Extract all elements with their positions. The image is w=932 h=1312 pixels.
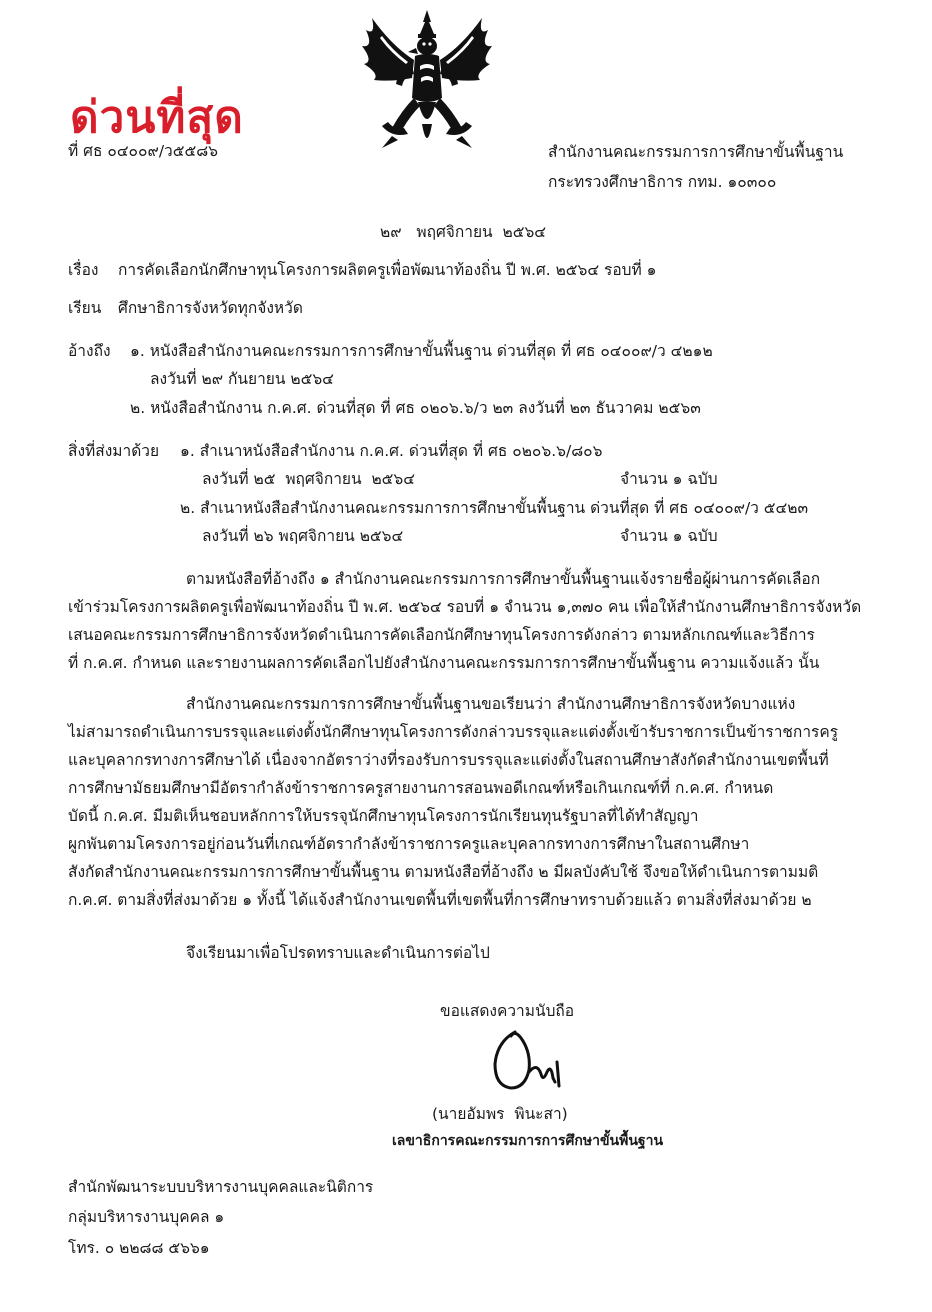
agency-name: สำนักงานคณะกรรมการการศึกษาขั้นพื้นฐาน	[548, 143, 844, 161]
recipient-label: เรียน	[68, 299, 102, 317]
footer-group: กลุ่มบริหารงานบุคคล ๑	[68, 1208, 225, 1226]
subject-text: การคัดเลือกนักศึกษาทุนโครงการผลิตครูเพื่อพัฒนาท้องถิ่น ปี พ.ศ. ๒๕๖๔ รอบที่ ๑	[118, 261, 657, 279]
attachment-item-1-qty: จำนวน ๑ ฉบับ	[620, 470, 718, 488]
attachment-item-2: ๒. สำเนาหนังสือสำนักงานคณะกรรมการการศึกษาขั้นพื้นฐาน ด่วนที่สุด ที่ ศธ ๐๔๐๐๙/ว ๕๔๒๓	[180, 499, 809, 517]
footer-office: สำนักพัฒนาระบบบริหารงานบุคคลและนิติการ	[68, 1178, 374, 1196]
signer-position: เลขาธิการคณะกรรมการการศึกษาขั้นพื้นฐาน	[392, 1133, 664, 1149]
body-para2-line4: การศึกษามัธยมศึกษามีอัตรากำลังข้าราชการครูสายงานการสอนพอดีเกณฑ์หรือเกินเกณฑ์ที่ ก.ค.ศ. กำหนด	[68, 779, 774, 797]
reference-item-2: ๒. หนังสือสำนักงาน ก.ค.ศ. ด่วนที่สุด ที่ ศธ ๐๒๐๖.๖/ว ๒๓ ลงวันที่ ๒๓ ธันวาคม ๒๕๖๓	[130, 399, 701, 417]
attachment-label: สิ่งที่ส่งมาด้วย	[68, 442, 160, 460]
body-para2-line5: บัดนี้ ก.ค.ศ. มีมติเห็นชอบหลักการให้บรรจุนักศึกษาทุนโครงการนักเรียนทุนรัฐบาลที่ได้ทำสัญญา	[68, 807, 699, 825]
handwritten-signature-icon	[485, 1022, 575, 1100]
subject-label: เรื่อง	[68, 261, 99, 279]
body-para2-line8: ก.ค.ศ. ตามสิ่งที่ส่งมาด้วย ๑ ทั้งนี้ ได้แจ้งสำนักงานเขตพื้นที่เขตพื้นที่การศึกษาทราบด้วยแล้ว ตามสิ่งที่ส่งมาด้วย ๒	[68, 891, 812, 909]
body-para2-line3: และบุคลากรทางการศึกษาได้ เนื่องจากอัตราว่างที่รองรับการบรรจุและแต่งตั้งในสถานศึกษาสังกัดสำนักงานเขตพื้นที่	[68, 751, 829, 769]
attachment-item-2-qty: จำนวน ๑ ฉบับ	[620, 527, 718, 545]
body-para1-line1: ตามหนังสือที่อ้างถึง ๑ สำนักงานคณะกรรมการการศึกษาขั้นพื้นฐานแจ้งรายชื่อผู้ผ่านการคัดเลือก	[186, 570, 821, 588]
body-para2-line1: สำนักงานคณะกรรมการการศึกษาขั้นพื้นฐานขอเรียนว่า สำนักงานศึกษาธิการจังหวัดบางแห่ง	[186, 695, 796, 713]
agency-address: กระทรวงศึกษาธิการ กทม. ๑๐๓๐๐	[548, 173, 777, 191]
body-para1-line2: เข้าร่วมโครงการผลิตครูเพื่อพัฒนาท้องถิ่น ปี พ.ศ. ๒๕๖๔ รอบที่ ๑ จำนวน ๑,๓๗๐ คน เพื่อให้สำนักงานศึกษาธิการจังหวัด	[68, 598, 862, 616]
attachment-item-1-date: ลงวันที่ ๒๕ พฤศจิกายน ๒๕๖๔	[202, 470, 415, 488]
body-para2-line2: ไม่สามารถดำเนินการบรรจุและแต่งตั้งนักศึกษาทุนโครงการดังกล่าวบรรจุและแต่งตั้งเข้ารับราชการเป็นข้าราชการครู	[68, 723, 839, 741]
regards-text: ขอแสดงความนับถือ	[440, 1002, 575, 1020]
reference-item-1-date: ลงวันที่ ๒๙ กันยายน ๒๕๖๔	[150, 370, 334, 388]
attachment-item-1: ๑. สำเนาหนังสือสำนักงาน ก.ค.ศ. ด่วนที่สุด ที่ ศธ ๐๒๐๖.๖/๘๐๖	[180, 442, 603, 460]
body-para1-line3: เสนอคณะกรรมการศึกษาธิการจังหวัดดำเนินการคัดเลือกนักศึกษาทุนโครงการดังกล่าว ตามหลักเกณฑ์และวิธีการ	[68, 626, 815, 644]
recipient-text: ศึกษาธิการจังหวัดทุกจังหวัด	[118, 299, 303, 317]
reference-label: อ้างถึง	[68, 342, 111, 360]
body-para1-line4: ที่ ก.ค.ศ. กำหนด และรายงานผลการคัดเลือกไปยังสำนักงานคณะกรรมการการศึกษาขั้นพื้นฐาน ความแจ้งแล้ว นั้น	[68, 654, 820, 672]
footer-phone: โทร. ๐ ๒๒๘๘ ๕๖๖๑	[68, 1239, 210, 1257]
garuda-emblem-icon	[352, 6, 502, 156]
closing-sentence: จึงเรียนมาเพื่อโปรดทราบและดำเนินการต่อไป	[186, 944, 490, 962]
attachment-item-2-date: ลงวันที่ ๒๖ พฤศจิกายน ๒๕๖๔	[202, 527, 404, 545]
body-para2-line6: ผูกพันตามโครงการอยู่ก่อนวันที่เกณฑ์อัตรากำลังข้าราชการครูและบุคลากรทางการศึกษาในสถานศึกษา	[68, 835, 750, 853]
reference-item-1: ๑. หนังสือสำนักงานคณะกรรมการการศึกษาขั้นพื้นฐาน ด่วนที่สุด ที่ ศธ ๐๔๐๐๙/ว ๔๒๑๒	[130, 342, 713, 360]
urgency-stamp: ด่วนที่สุด	[70, 92, 244, 143]
body-para2-line7: สังกัดสำนักงานคณะกรรมการการศึกษาขั้นพื้นฐาน ตามหนังสือที่อ้างถึง ๒ มีผลบังคับใช้ จึงขอให้ดำเนินการตามมติ	[68, 863, 819, 881]
letter-date: ๒๙ พฤศจิกายน ๒๕๖๔	[380, 223, 547, 241]
reference-number: ที่ ศธ ๐๔๐๐๙/ว๕๕๘๖	[68, 142, 219, 160]
signer-name: (นายอัมพร พินะสา)	[432, 1105, 568, 1123]
